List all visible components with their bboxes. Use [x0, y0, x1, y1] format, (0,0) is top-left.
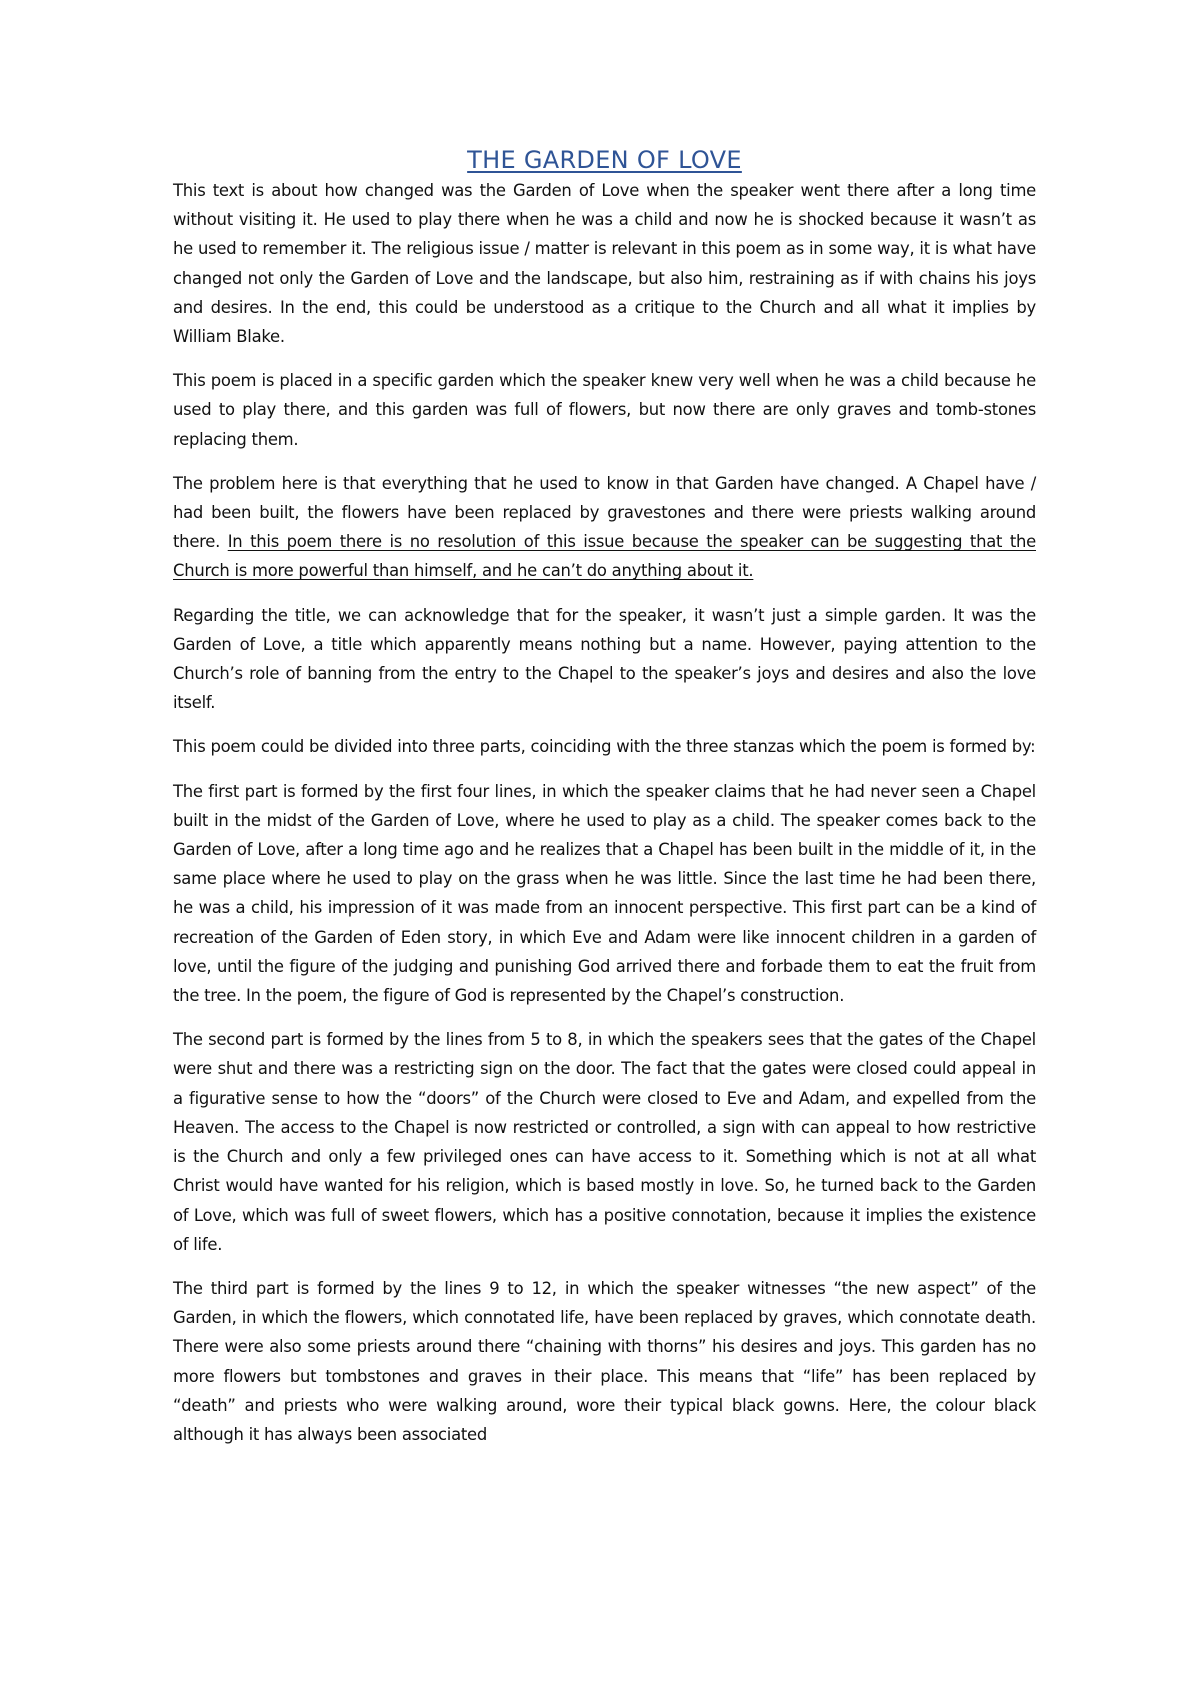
document-body — [173, 144, 1036, 1464]
paragraph-text: Regarding the title, we can acknowledge that for the speaker, it wasn’t just a simple garden. It was the Garden of Love, a title which apparently means nothing but a name. However, paying attention to the Church’s role of banning from the entry to the Chapel to the speaker’s joys and desires and also the love itself. — [173, 605, 1036, 713]
document-title: THE GARDEN OF LOVE — [467, 146, 742, 174]
paragraph-first-part — [173, 777, 1036, 1011]
paragraph-text: This text is about how changed was the Garden of Love when the speaker went there after a long time without visiting it. He used to play there when he was a child and now he is shocked because it wasn’t as he used to remember it. The religious issue / matter is relevant in this poem as in some way, it is what have changed not only the Garden of Love and the landscape, but also him, restraining as if with chains his joys and desires. In the end, this could be understood as a critique to the Church and all what it implies by William Blake. — [173, 181, 1036, 347]
paragraph-third-part — [173, 1274, 1036, 1449]
paragraph-text: This poem could be divided into three parts, coinciding with the three stanzas which the poem is formed by: — [173, 737, 1036, 757]
paragraph-setting — [173, 366, 1036, 454]
paragraph-second-part — [173, 1025, 1036, 1259]
paragraph-text: The problem here is that everything that he used to know in that Garden have changed. A Chapel have / had been built, the flowers have been replaced by gravestones and there were priests walking around there. — [173, 473, 1036, 552]
paragraph-text: The first part is formed by the first four lines, in which the speaker claims that he had never seen a Chapel built in the midst of the Garden of Love, where he used to play as a child. The speaker comes back to the Garden of Love, after a long time ago and he realizes that a Chapel has been built in the middle of it, in the same place where he used to play on the grass when he was little. Since the last time he had been there, he was a child, his impression of it was made from an innocent perspective. This first part can be a kind of recreation of the Garden of Eden story, in which Eve and Adam were like innocent children in a garden of love, until the figure of the judging and punishing God arrived there and forbade them to eat the fruit from the tree. In the poem, the figure of God is represented by the Chapel’s construction. — [173, 781, 1036, 1006]
paragraph-problem — [173, 469, 1036, 586]
paragraph-structure — [173, 732, 1036, 761]
paragraph-title-analysis — [173, 601, 1036, 718]
underlined-sentence: In this poem there is no resolution of this issue because the speaker can be suggesting that the Church is more powerful than himself, and he can’t do anything about it. — [173, 532, 1036, 581]
paragraph-text: The second part is formed by the lines from 5 to 8, in which the speakers sees that the gates of the Chapel were shut and there was a restricting sign on the door. The fact that the gates were closed could appeal in a figurative sense to how the “doors” of the Church were closed to Eve and Adam, and expelled from the Heaven. The access to the Chapel is now restricted or controlled, a sign with can appeal to how restrictive is the Church and only a few privileged ones can have access to it. Something which is not at all what Christ would have wanted for his religion, which is based mostly in love. So, he turned back to the Garden of Love, which was full of sweet flowers, which has a positive connotation, because it implies the existence of life. — [173, 1030, 1036, 1254]
paragraph-text: The third part is formed by the lines 9 to 12, in which the speaker witnesses “the new aspect” of the Garden, in which the flowers, which connotated life, have been replaced by graves, which connotate death. There were also some priests around there “chaining with thorns” his desires and joys. This garden has no more flowers but tombstones and graves in their place. This means that “life” has been replaced by “death” and priests who were walking around, wore their typical black gowns. Here, the colour black although it has always been associated — [173, 1278, 1036, 1444]
paragraph-text: This poem is placed in a specific garden which the speaker knew very well when he was a child because he used to play there, and this garden was full of flowers, but now there are only graves and tomb-stones replacing them. — [173, 371, 1036, 449]
paragraph-intro — [173, 176, 1036, 351]
